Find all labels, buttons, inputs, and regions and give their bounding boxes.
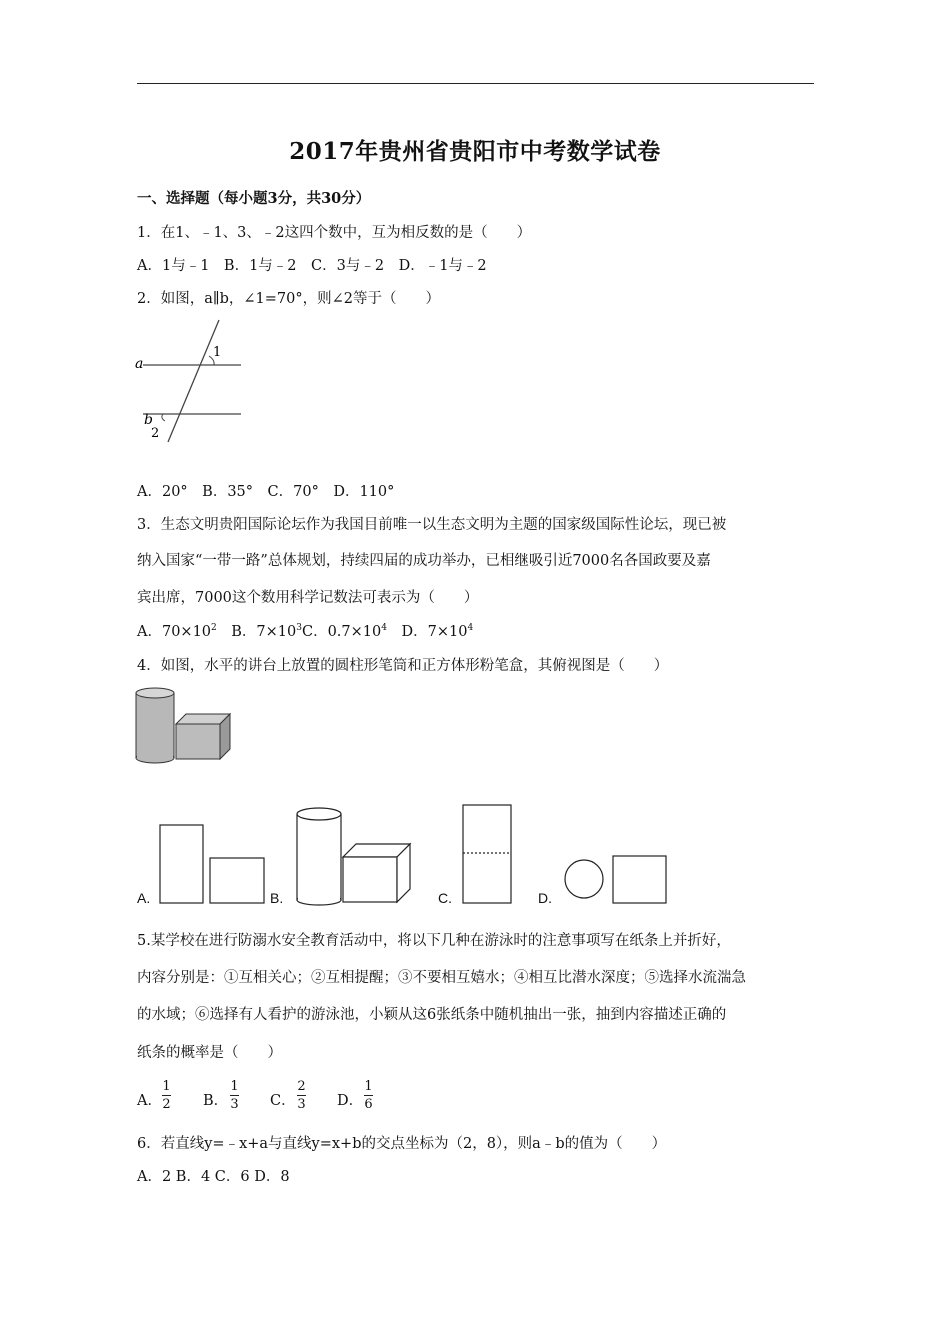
question-2-stem: 2．如图，a∥b，∠1=70°，则∠2等于（ ） xyxy=(137,291,440,307)
option-d-figure xyxy=(562,852,672,906)
q5-option-c-label: C． xyxy=(270,1093,296,1109)
q5-option-a-fraction: 1 2 xyxy=(162,1079,171,1112)
question-6-options: A．2 B．4 C．6 D．8 xyxy=(137,1169,290,1185)
question-3-options: A．$70\times 10^2$ B．$7\times 10^3C$．$0.7\times 10^4$ D．$7\times 10^4$ xyxy=(137,623,474,640)
section-heading: 一、选择题（每小题3分，共30分） xyxy=(137,190,371,207)
q5-option-c-fraction: 2 3 xyxy=(297,1079,306,1112)
q5-option-a-label: A． xyxy=(137,1093,162,1109)
angle-2-arc xyxy=(162,414,165,421)
option-a-figure xyxy=(156,822,268,906)
cylinder-cube-figure xyxy=(134,686,234,766)
option-c-figure xyxy=(460,802,516,906)
option-b-label: B. xyxy=(270,890,284,906)
option-d-label: D. xyxy=(538,890,552,906)
q5-option-d-label: D． xyxy=(337,1093,364,1109)
label-b: b xyxy=(144,412,153,428)
question-4-stem: 4．如图，水平的讲台上放置的圆柱形笔筒和正方体形粉笔盒，其俯视图是（ ） xyxy=(137,658,669,674)
question-5-line-2: 内容分别是：①互相关心；②互相提醒；③不要相互嬉水；④相互比潜水深度；⑤选择水流湍急 xyxy=(137,970,746,986)
question-3-line-2: 纳入国家“一带一路”总体规划，持续四届的成功举办，已相继吸引近7000名各国政要及嘉 xyxy=(137,553,711,569)
question-3-line-1: 3．生态文明贵阳国际论坛作为我国目前唯一以生态文明为主题的国家级国际性论坛，现已被 xyxy=(137,517,727,533)
label-a: a xyxy=(135,356,144,372)
header-rule xyxy=(137,83,814,84)
question-1-stem: 1．在1、﹣1、3、﹣2这四个数中，互为相反数的是（ ） xyxy=(137,225,532,241)
option-b-figure xyxy=(292,804,414,906)
parallel-lines-figure xyxy=(133,318,245,444)
label-angle-1: 1 xyxy=(213,345,222,360)
transversal xyxy=(168,320,222,442)
question-3-line-3: 宾出席，7000这个数用科学记数法可表示为（ ） xyxy=(137,590,479,606)
option-a-label: A. xyxy=(137,890,151,906)
q5-option-b-label: B． xyxy=(203,1093,229,1109)
option-c-label: C. xyxy=(438,890,452,906)
question-5-line-1: 5.某学校在进行防溺水安全教育活动中，将以下几种在游泳时的注意事项写在纸条上并折好， xyxy=(137,933,731,949)
question-1-options: A．1与﹣1 B．1与﹣2 C．3与﹣2 D．﹣1与﹣2 xyxy=(137,258,487,274)
label-angle-2: 2 xyxy=(151,426,160,441)
page-title: 2017年贵州省贵阳市中考数学试卷 xyxy=(289,138,661,165)
q5-option-b-fraction: 1 3 xyxy=(230,1079,239,1112)
question-5-line-4: 纸条的概率是（ ） xyxy=(137,1045,282,1061)
question-5-line-3: 的水域；⑥选择有人看护的游泳池，小颖从这6张纸条中随机抽出一张，抽到内容描述正确的 xyxy=(137,1007,727,1023)
q5-option-d-fraction: 1 6 xyxy=(364,1079,373,1112)
question-2-options: A．20° B．35° C．70° D．110° xyxy=(137,484,395,500)
question-6-stem: 6．若直线y=﹣x+a与直线y=x+b的交点坐标为（2，8），则a﹣b的值为（ ） xyxy=(137,1136,667,1152)
